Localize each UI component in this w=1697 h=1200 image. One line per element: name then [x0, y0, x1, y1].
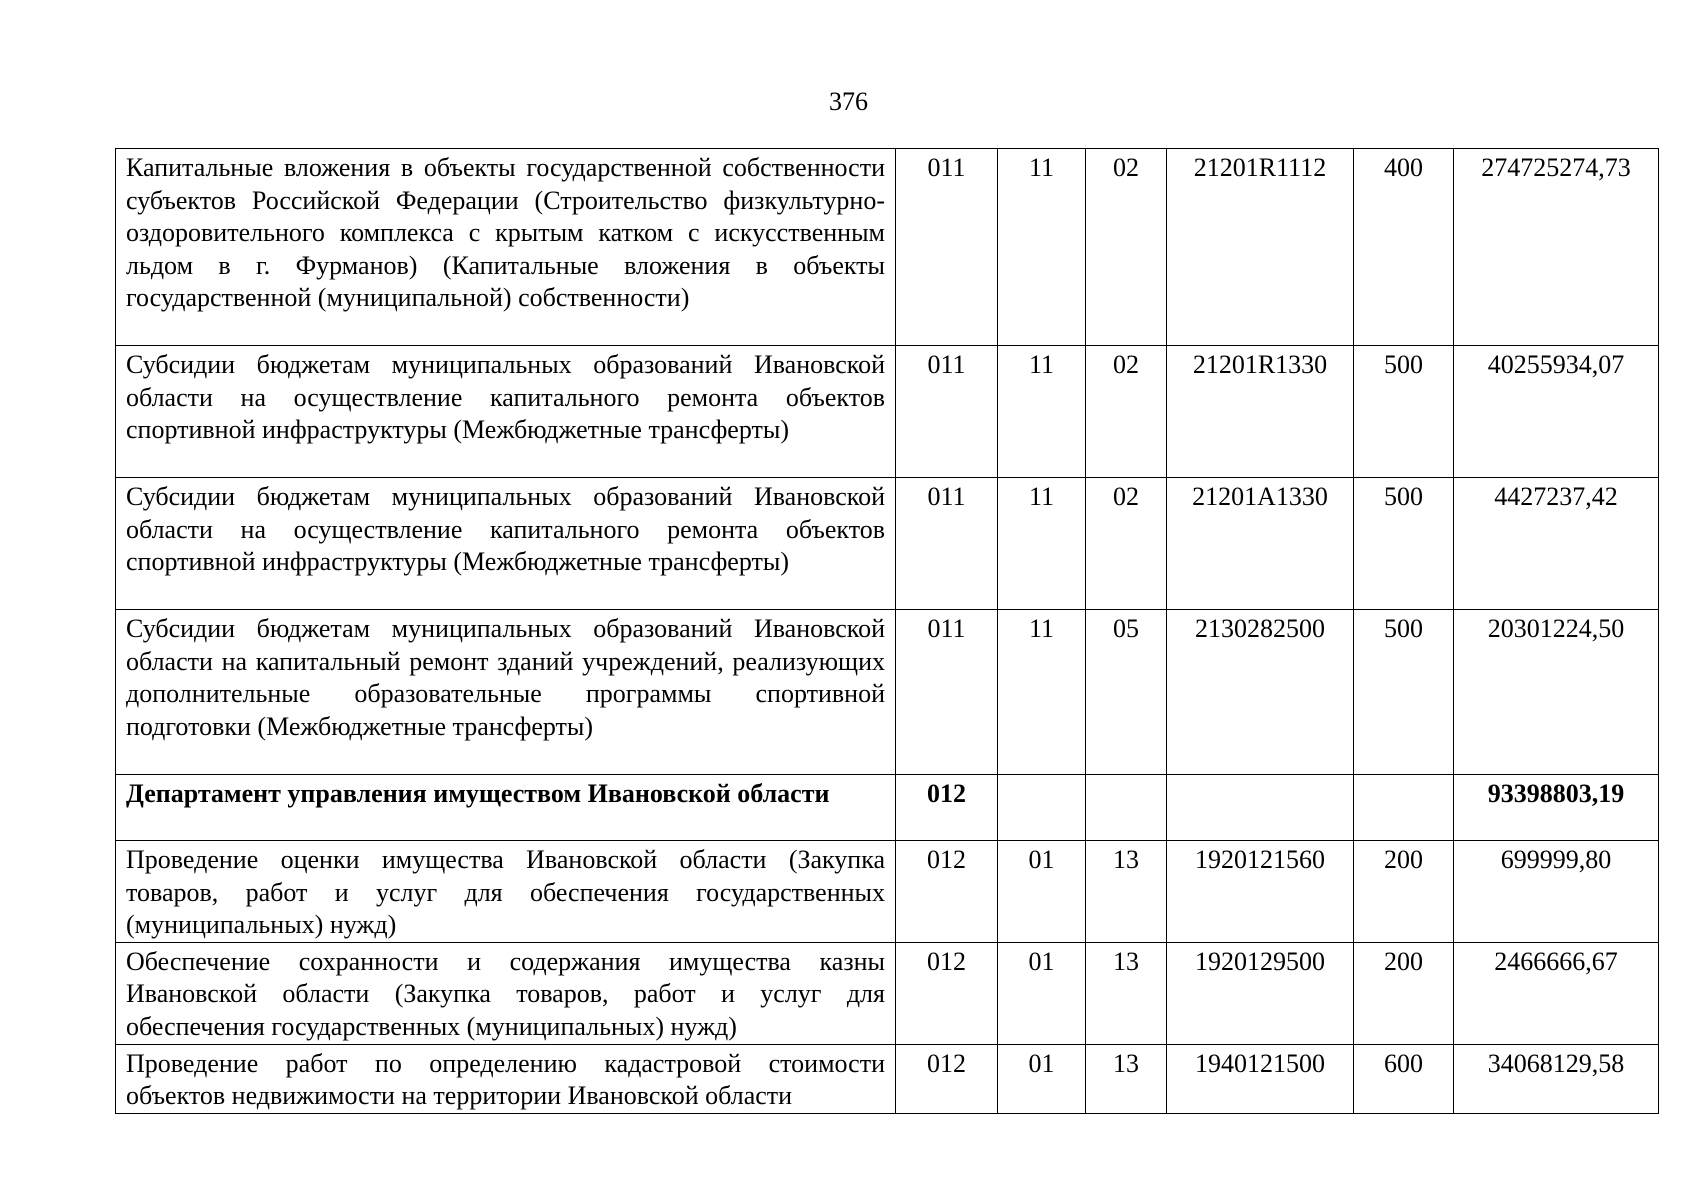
row-description: Обеспечение сохранности и содержания имущества казны Ивановской области (Закупка товаров, работ и услуг для обеспечения государственных (муниципальных) нужд) [116, 942, 896, 1044]
expense-type-code: 200 [1354, 942, 1454, 1044]
subsection-code: 13 [1086, 841, 1167, 943]
section-code: 11 [998, 346, 1086, 478]
row-description: Субсидии бюджетам муниципальных образований Ивановской области на осуществление капитального ремонта объектов спортивной инфраструктуры (Межбюджетные трансферты) [116, 478, 896, 610]
target-article-code: 1920121560 [1167, 841, 1354, 943]
section-code: 01 [998, 1044, 1086, 1113]
ministry-code: 011 [896, 346, 998, 478]
target-article-code: 1940121500 [1167, 1044, 1354, 1113]
amount-value: 699999,80 [1454, 841, 1659, 943]
target-article-code: 1920129500 [1167, 942, 1354, 1044]
row-description: Субсидии бюджетам муниципальных образований Ивановской области на капитальный ремонт зданий учреждений, реализующих дополнительные образовательные программы спортивной подготовки (Межбюджетные трансферты) [116, 610, 896, 775]
expense-type-code: 600 [1354, 1044, 1454, 1113]
target-article-code [1167, 775, 1354, 841]
expense-type-code: 500 [1354, 346, 1454, 478]
ministry-code: 011 [896, 610, 998, 775]
section-code [998, 775, 1086, 841]
amount-value: 274725274,73 [1454, 149, 1659, 346]
amount-value: 34068129,58 [1454, 1044, 1659, 1113]
target-article-code: 21201R1112 [1167, 149, 1354, 346]
expense-type-code [1354, 775, 1454, 841]
section-code: 11 [998, 610, 1086, 775]
table-row [116, 478, 1659, 610]
row-description: Субсидии бюджетам муниципальных образований Ивановской области на осуществление капитального ремонта объектов спортивной инфраструктуры (Межбюджетные трансферты) [116, 346, 896, 478]
amount-value: 20301224,50 [1454, 610, 1659, 775]
expense-type-code: 500 [1354, 610, 1454, 775]
subsection-code: 02 [1086, 149, 1167, 346]
table-row [116, 149, 1659, 346]
expense-type-code: 400 [1354, 149, 1454, 346]
table-row-department [116, 775, 1659, 841]
department-total-amount: 93398803,19 [1454, 775, 1659, 841]
department-name: Департамент управления имуществом Ивановской области [116, 775, 896, 841]
target-article-code: 21201А1330 [1167, 478, 1354, 610]
table-row [116, 346, 1659, 478]
subsection-code: 02 [1086, 478, 1167, 610]
table-row [116, 841, 1659, 943]
ministry-code: 012 [896, 775, 998, 841]
amount-value: 4427237,42 [1454, 478, 1659, 610]
section-code: 01 [998, 841, 1086, 943]
table-row [116, 942, 1659, 1044]
expense-type-code: 200 [1354, 841, 1454, 943]
budget-table [115, 148, 1659, 1114]
row-description: Проведение работ по определению кадастровой стоимости объектов недвижимости на территории Ивановской области [116, 1044, 896, 1113]
ministry-code: 012 [896, 841, 998, 943]
subsection-code: 02 [1086, 346, 1167, 478]
subsection-code [1086, 775, 1167, 841]
amount-value: 2466666,67 [1454, 942, 1659, 1044]
section-code: 01 [998, 942, 1086, 1044]
ministry-code: 012 [896, 1044, 998, 1113]
ministry-code: 012 [896, 942, 998, 1044]
amount-value: 40255934,07 [1454, 346, 1659, 478]
row-description: Капитальные вложения в объекты государственной собственности субъектов Российской Федерации (Строительство физкультурно-оздоровительного комплекса с крытым катком с искусственным льдом в г. Фурманов) (Капитальные вложения в объекты государственной (муниципальной) собственности) [116, 149, 896, 346]
page-number: 376 [829, 87, 868, 116]
section-code: 11 [998, 478, 1086, 610]
target-article-code: 2130282500 [1167, 610, 1354, 775]
subsection-code: 13 [1086, 1044, 1167, 1113]
table-row [116, 1044, 1659, 1113]
row-description: Проведение оценки имущества Ивановской области (Закупка товаров, работ и услуг для обеспечения государственных (муниципальных) нужд) [116, 841, 896, 943]
ministry-code: 011 [896, 149, 998, 346]
expense-type-code: 500 [1354, 478, 1454, 610]
ministry-code: 011 [896, 478, 998, 610]
section-code: 11 [998, 149, 1086, 346]
table-row [116, 610, 1659, 775]
subsection-code: 13 [1086, 942, 1167, 1044]
subsection-code: 05 [1086, 610, 1167, 775]
target-article-code: 21201R1330 [1167, 346, 1354, 478]
